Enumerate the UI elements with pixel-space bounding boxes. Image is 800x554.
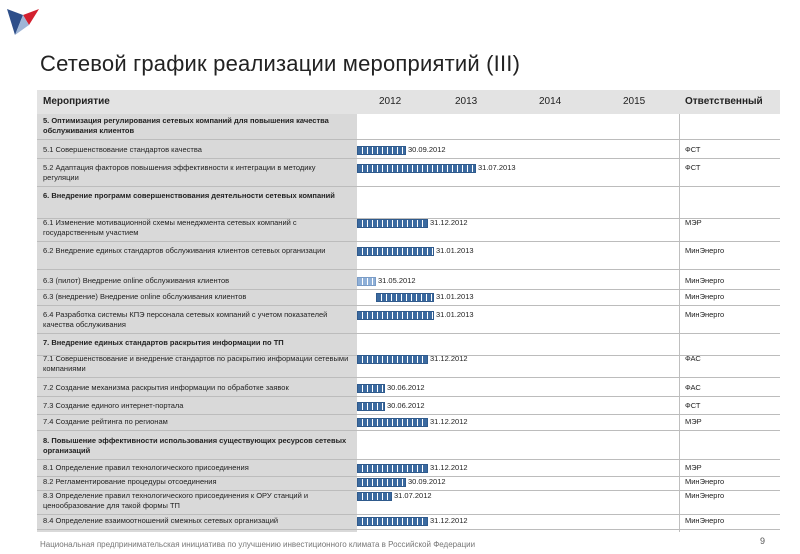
section-label: 8. Повышение эффективности использования существующих ресурсов сетевых организаций (43, 436, 347, 455)
deadline-label: 30.06.2012 (387, 383, 425, 392)
activity-label: 8.1 Определение правил технологического присоединения (43, 463, 249, 472)
gantt-bar (357, 247, 434, 256)
row-divider (37, 430, 780, 431)
row-divider (37, 333, 780, 334)
gantt-bar (357, 402, 385, 411)
activity-label: 6.3 (пилот) Внедрение online обслуживания клиентов (43, 276, 230, 285)
responsible-cell: МинЭнерго (685, 292, 725, 301)
responsible-cell: МинЭнерго (685, 477, 725, 486)
responsible-cell: ФСТ (685, 163, 701, 172)
responsible-cell: ФСТ (685, 401, 701, 410)
gantt-bar (357, 219, 428, 228)
year-2015-header: 2015 (623, 96, 646, 107)
row-divider (37, 414, 780, 415)
responsible-cell: МинЭнерго (685, 516, 725, 525)
activity-label: 7.3 Создание единого интернет-портала (43, 401, 184, 410)
year-2013-header: 2013 (455, 96, 478, 107)
row-divider (37, 305, 780, 306)
row-divider (37, 289, 780, 290)
gantt-bar (357, 478, 406, 487)
activity-label: 7.2 Создание механизма раскрытия информации по обработке заявок (43, 383, 289, 392)
year-2014-header: 2014 (539, 96, 562, 107)
responsible-cell: МЭР (685, 417, 702, 426)
responsible-cell: ФСТ (685, 145, 701, 154)
row-divider (37, 377, 780, 378)
deadline-label: 31.07.2013 (478, 163, 516, 172)
gantt-bar (376, 293, 434, 302)
gantt-bar (357, 277, 376, 286)
row-divider (37, 529, 780, 530)
gantt-bar (357, 384, 385, 393)
deadline-label: 31.12.2012 (430, 417, 468, 426)
responsible-cell: МинЭнерго (685, 246, 725, 255)
activity-label: 6.3 (внедрение) Внедрение online обслуживания клиентов (43, 292, 247, 301)
gantt-bar (357, 517, 428, 526)
activity-label: 6.1 Изменение мотивационной схемы менеджмента сетевых компаний с государственным участием (43, 218, 297, 237)
logo-icon (5, 5, 45, 39)
activity-label: 5.1 Совершенствование стандартов качества (43, 145, 202, 154)
activity-label: 7.1 Совершенствование и внедрение стандартов по раскрытию информации сетевыми компаниями (43, 354, 349, 373)
section-row (37, 436, 780, 458)
deadline-label: 31.12.2012 (430, 516, 468, 525)
gantt-bar (357, 418, 428, 427)
row-divider (37, 158, 780, 159)
gantt-bar (357, 146, 406, 155)
row-divider (37, 241, 780, 242)
deadline-label: 30.06.2012 (387, 401, 425, 410)
deadline-label: 31.12.2012 (430, 463, 468, 472)
deadline-label: 31.01.2013 (436, 310, 474, 319)
year-2012-header: 2012 (379, 96, 402, 107)
section-label: 5. Оптимизация регулирования сетевых компаний для повышения качества обслуживания клиентов (43, 116, 329, 135)
section-label: 6. Внедрение программ совершенствования деятельности сетевых компаний (43, 191, 335, 200)
deadline-label: 30.09.2012 (408, 477, 446, 486)
row-divider (37, 514, 780, 515)
deadline-label: 31.07.2012 (394, 491, 432, 500)
responsible-cell: МЭР (685, 463, 702, 472)
deadline-label: 31.12.2012 (430, 354, 468, 363)
gantt-bar (357, 492, 392, 501)
row-divider (37, 269, 780, 270)
responsible-cell: МинЭнерго (685, 491, 725, 500)
responsible-column-header: Ответственный (685, 96, 763, 107)
activity-label: 7.4 Создание рейтинга по регионам (43, 417, 168, 426)
deadline-label: 31.01.2013 (436, 292, 474, 301)
activity-column-header: Мероприятие (43, 96, 110, 107)
page-number: 9 (760, 536, 766, 546)
deadline-label: 31.05.2012 (378, 276, 416, 285)
responsible-cell: МинЭнерго (685, 276, 725, 285)
activity-label: 6.2 Внедрение единых стандартов обслуживания клиентов сетевых организации (43, 246, 326, 255)
responsible-cell: МЭР (685, 218, 702, 227)
responsible-cell: МинЭнерго (685, 310, 725, 319)
activity-label: 8.4 Определение взаимоотношений смежных сетевых организаций (43, 516, 279, 525)
footer-text: Национальная предпринимательская инициатива по улучшению инвестиционного климата в Российской Федерации (40, 540, 476, 549)
deadline-label: 30.09.2012 (408, 145, 446, 154)
deadline-label: 31.12.2012 (430, 218, 468, 227)
gantt-bar (357, 464, 428, 473)
activity-label: 8.2 Регламентирование процедуры отсоединения (43, 477, 217, 486)
activity-label: 6.4 Разработка системы КПЭ персонала сетевых компаний с учетом показателей качества обслуживания (43, 310, 328, 329)
table-header (37, 90, 780, 114)
gantt-bar (357, 355, 428, 364)
responsible-cell: ФАС (685, 383, 701, 392)
section-row (37, 338, 780, 354)
section-row (37, 116, 780, 138)
activity-label: 8.3 Определение правил технологического присоединения к ОРУ станций и ценообразование для такой формы ТП (43, 491, 309, 510)
activity-label: 5.2 Адаптация факторов повышения эффективности к интеграции в методику регуляции (43, 163, 316, 182)
deadline-label: 31.01.2013 (436, 246, 474, 255)
row-divider (37, 186, 780, 187)
row-divider (37, 139, 780, 140)
section-label: 7. Внедрение единых стандартов раскрытия информации по ТП (43, 338, 284, 347)
section-row (37, 191, 780, 217)
responsible-cell: ФАС (685, 354, 701, 363)
gantt-bar (357, 311, 434, 320)
row-divider (37, 459, 780, 460)
gantt-bar (357, 164, 476, 173)
row-divider (37, 396, 780, 397)
page-title: Сетевой график реализации мероприятий (III) (40, 51, 521, 76)
